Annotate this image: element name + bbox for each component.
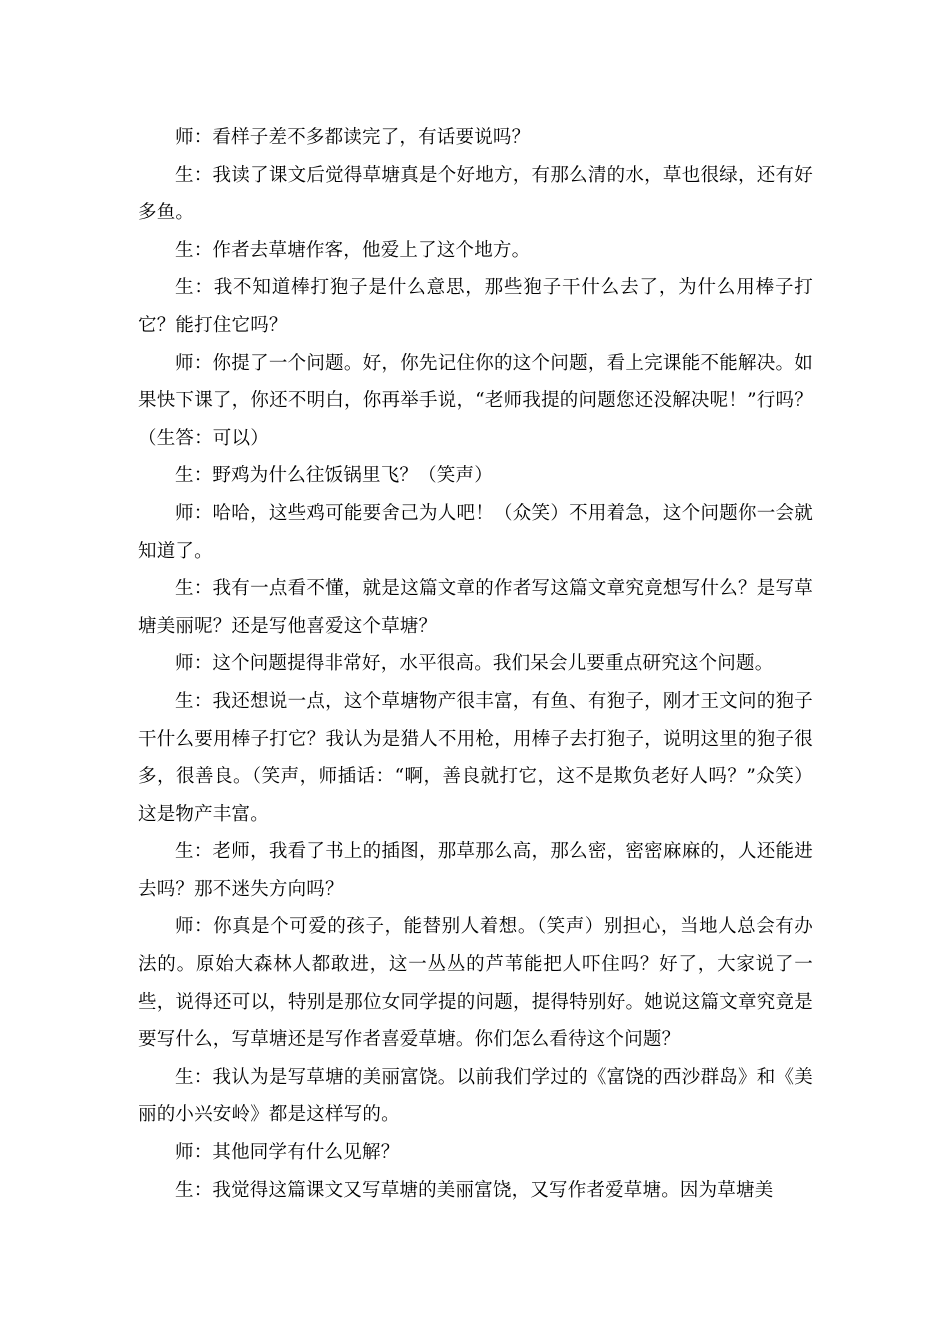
paragraph-4: 生：我不知道棒打狍子是什么意思，那些狍子干什么去了，为什么用棒子打它？能打住它吗？ [138, 277, 813, 336]
paragraph-12: 师：你真是个可爱的孩子，能替别人着想。（笑声）别担心，当地人总会有办法的。原始大森林人都敢进，这一丛丛的芦苇能把人吓住吗？好了，大家说了一些，说得还可以，特别是那位女同学提的问题，提得特别好。她说这篇文章究竟是要写什么，写草塘还是写作者喜爱草塘。你们怎么看待这个问题？ [138, 916, 813, 1051]
paragraph-3: 生：作者去草塘作客，他爱上了这个地方。 [175, 239, 531, 261]
paragraph-10: 生：我还想说一点，这个草塘物产很丰富，有鱼、有狍子，刚才王文问的狍子干什么要用棒子打它？我认为是猎人不用枪，用棒子去打狍子，说明这里的狍子很多，很善良。（笑声，师插话：“啊，善良就打它，这不是欺负老好人吗？”众笑）这是物产丰富。 [138, 690, 813, 825]
paragraph-9: 师：这个问题提得非常好，水平很高。我们呆会儿要重点研究这个问题。 [175, 653, 774, 675]
paragraph-5: 师：你提了一个问题。好，你先记住你的这个问题，看上完课能不能解决。如果快下课了，你还不明白，你再举手说，“老师我提的问题您还没解决呢！”行吗？（生答：可以） [138, 352, 813, 449]
paragraph-7: 师：哈哈，这些鸡可能要舍己为人吧！（众笑）不用着急，这个问题你一会就知道了。 [138, 502, 813, 562]
paragraph-11: 生：老师，我看了书上的插图，那草那么高，那么密，密密麻麻的，人还能进去吗？那不迷失方向吗？ [138, 841, 813, 900]
document-page [138, 119, 813, 1209]
paragraph-15: 生：我觉得这篇课文又写草塘的美丽富饶，又写作者爱草塘。因为草塘美 [175, 1179, 774, 1201]
paragraph-14: 师：其他同学有什么见解？ [175, 1142, 400, 1164]
paragraph-2: 生：我读了课文后觉得草塘真是个好地方，有那么清的水，草也很绿，还有好多鱼。 [138, 164, 813, 224]
paragraph-8: 生：我有一点看不懂，就是这篇文章的作者写这篇文章究竟想写什么？是写草塘美丽呢？还是写他喜爱这个草塘？ [138, 578, 813, 637]
paragraph-13: 生：我认为是写草塘的美丽富饶。以前我们学过的《富饶的西沙群岛》和《美丽的小兴安岭》都是这样写的。 [138, 1066, 813, 1126]
paragraph-6: 生：野鸡为什么往饭锅里飞？（笑声） [175, 465, 493, 487]
paragraph-1: 师：看样子差不多都读完了，有话要说吗？ [175, 127, 531, 148]
